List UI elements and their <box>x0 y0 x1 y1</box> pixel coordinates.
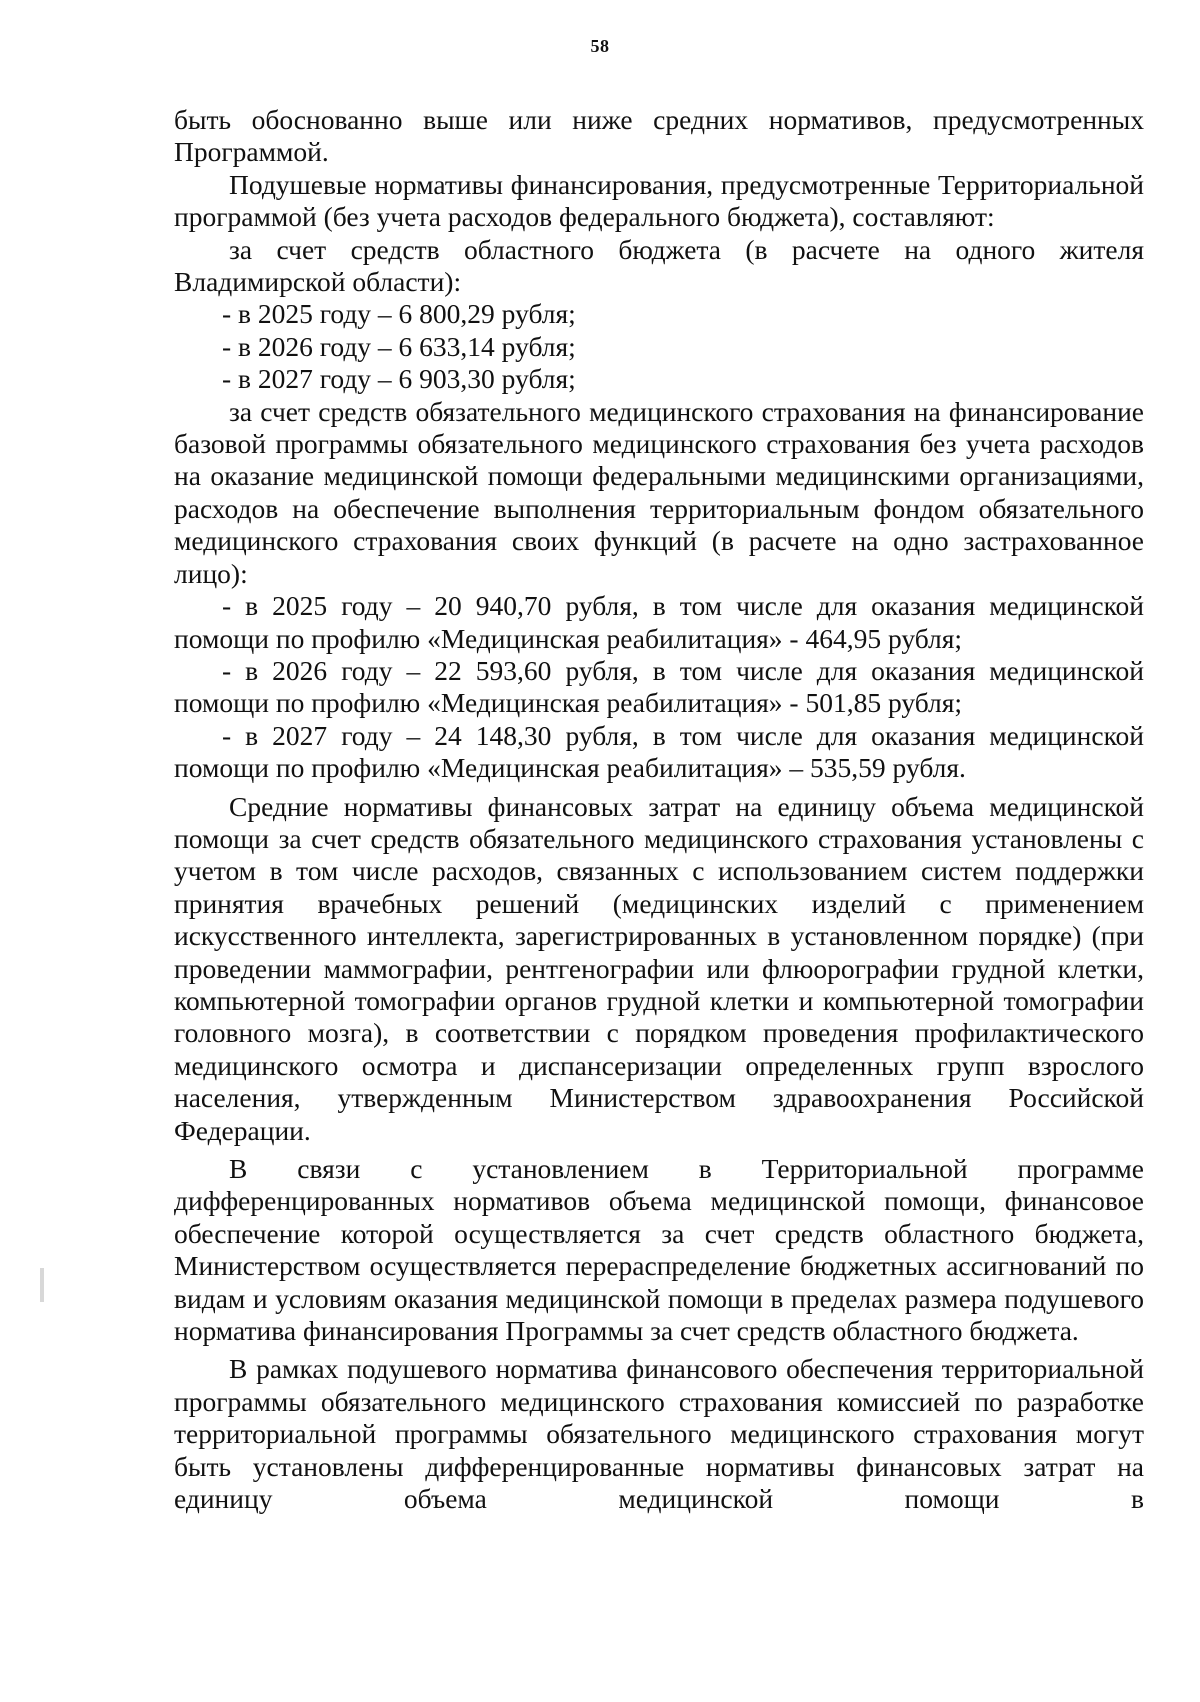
list-item-2025-regional: - в 2025 году – 6 800,29 рубля; <box>222 298 576 330</box>
paragraph-per-capita-norms: Подушевые нормативы финансирования, предусмотренные Территориальной программой (без учета расходов федерального бюджета), составляют: <box>174 168 1144 233</box>
paragraph-mandatory-insurance: за счет средств обязательного медицинского страхования на финансирование базовой программы обязательного медицинского страхования без учета расходов на оказание медицинской помощи федеральными медицинскими организациями, расходов на обеспечение выполнения территориальным фондом обязательного медицинского страхования своих функций (в расчете на одно застрахованное лицо): <box>174 395 1144 589</box>
document-body <box>174 104 1144 1515</box>
paragraph-continuation: быть обоснованно выше или ниже средних нормативов, предусмотренных Программой. <box>174 104 1144 168</box>
list-item-2025-insurance: - в 2025 году – 20 940,70 рубля, в том числе для оказания медицинской помощи по профилю «Медицинская реабилитация» - 464,95 рубля; <box>174 590 1144 654</box>
page-number: 58 <box>590 36 610 56</box>
paragraph-average-cost-norms: Средние нормативы финансовых затрат на единицу объема медицинской помощи за счет средств обязательного медицинского страхования установлены с учетом в том числе расходов, связанных с использованием систем поддержки принятия врачебных решений (медицинских изделий с применением искусственного интеллекта, зарегистрированных в установленном порядке) (при проведении маммографии, рентгенографии или флюорографии грудной клетки, компьютерной томографии органов грудной клетки и компьютерной томографии головного мозга), в соответствии с порядком проведения профилактического медицинского осмотра и диспансеризации определенных групп взрослого населения, утвержденным Министерством здравоохранения Российской Федерации. <box>174 790 1144 1146</box>
paragraph-insurance-commission: В рамках подушевого норматива финансового обеспечения территориальной программы обязательного медицинского страхования комиссией по разработке территориальной программы обязательного медицинского страхования могут быть установлены дифференцированные нормативы финансовых затрат на единицу объема медицинской помощи в <box>174 1353 1144 1515</box>
list-item-2026-insurance: - в 2026 году – 22 593,60 рубля, в том числе для оказания медицинской помощи по профилю «Медицинская реабилитация» - 501,85 рубля; <box>174 654 1144 719</box>
paragraph-regional-budget: за счет средств областного бюджета (в расчете на одного жителя Владимирской области): <box>174 233 1144 298</box>
list-item-2027-regional: - в 2027 году – 6 903,30 рубля; <box>222 363 576 395</box>
margin-scan-mark <box>40 1268 44 1302</box>
paragraph-differentiated-norms: В связи с установлением в Территориальной программе дифференцированных нормативов объема медицинской помощи, финансовое обеспечение которой осуществляется за счет средств областного бюджета, Министерством осуществляется перераспределение бюджетных ассигнований по видам и условиям оказания медицинской помощи в пределах размера подушевого норматива финансирования Программы за счет средств областного бюджета. <box>174 1153 1144 1347</box>
list-item-2027-insurance: - в 2027 году – 24 148,30 рубля, в том числе для оказания медицинской помощи по профилю «Медицинская реабилитация» – 535,59 рубля. <box>174 719 1144 784</box>
list-item-2026-regional: - в 2026 году – 6 633,14 рубля; <box>222 330 576 362</box>
